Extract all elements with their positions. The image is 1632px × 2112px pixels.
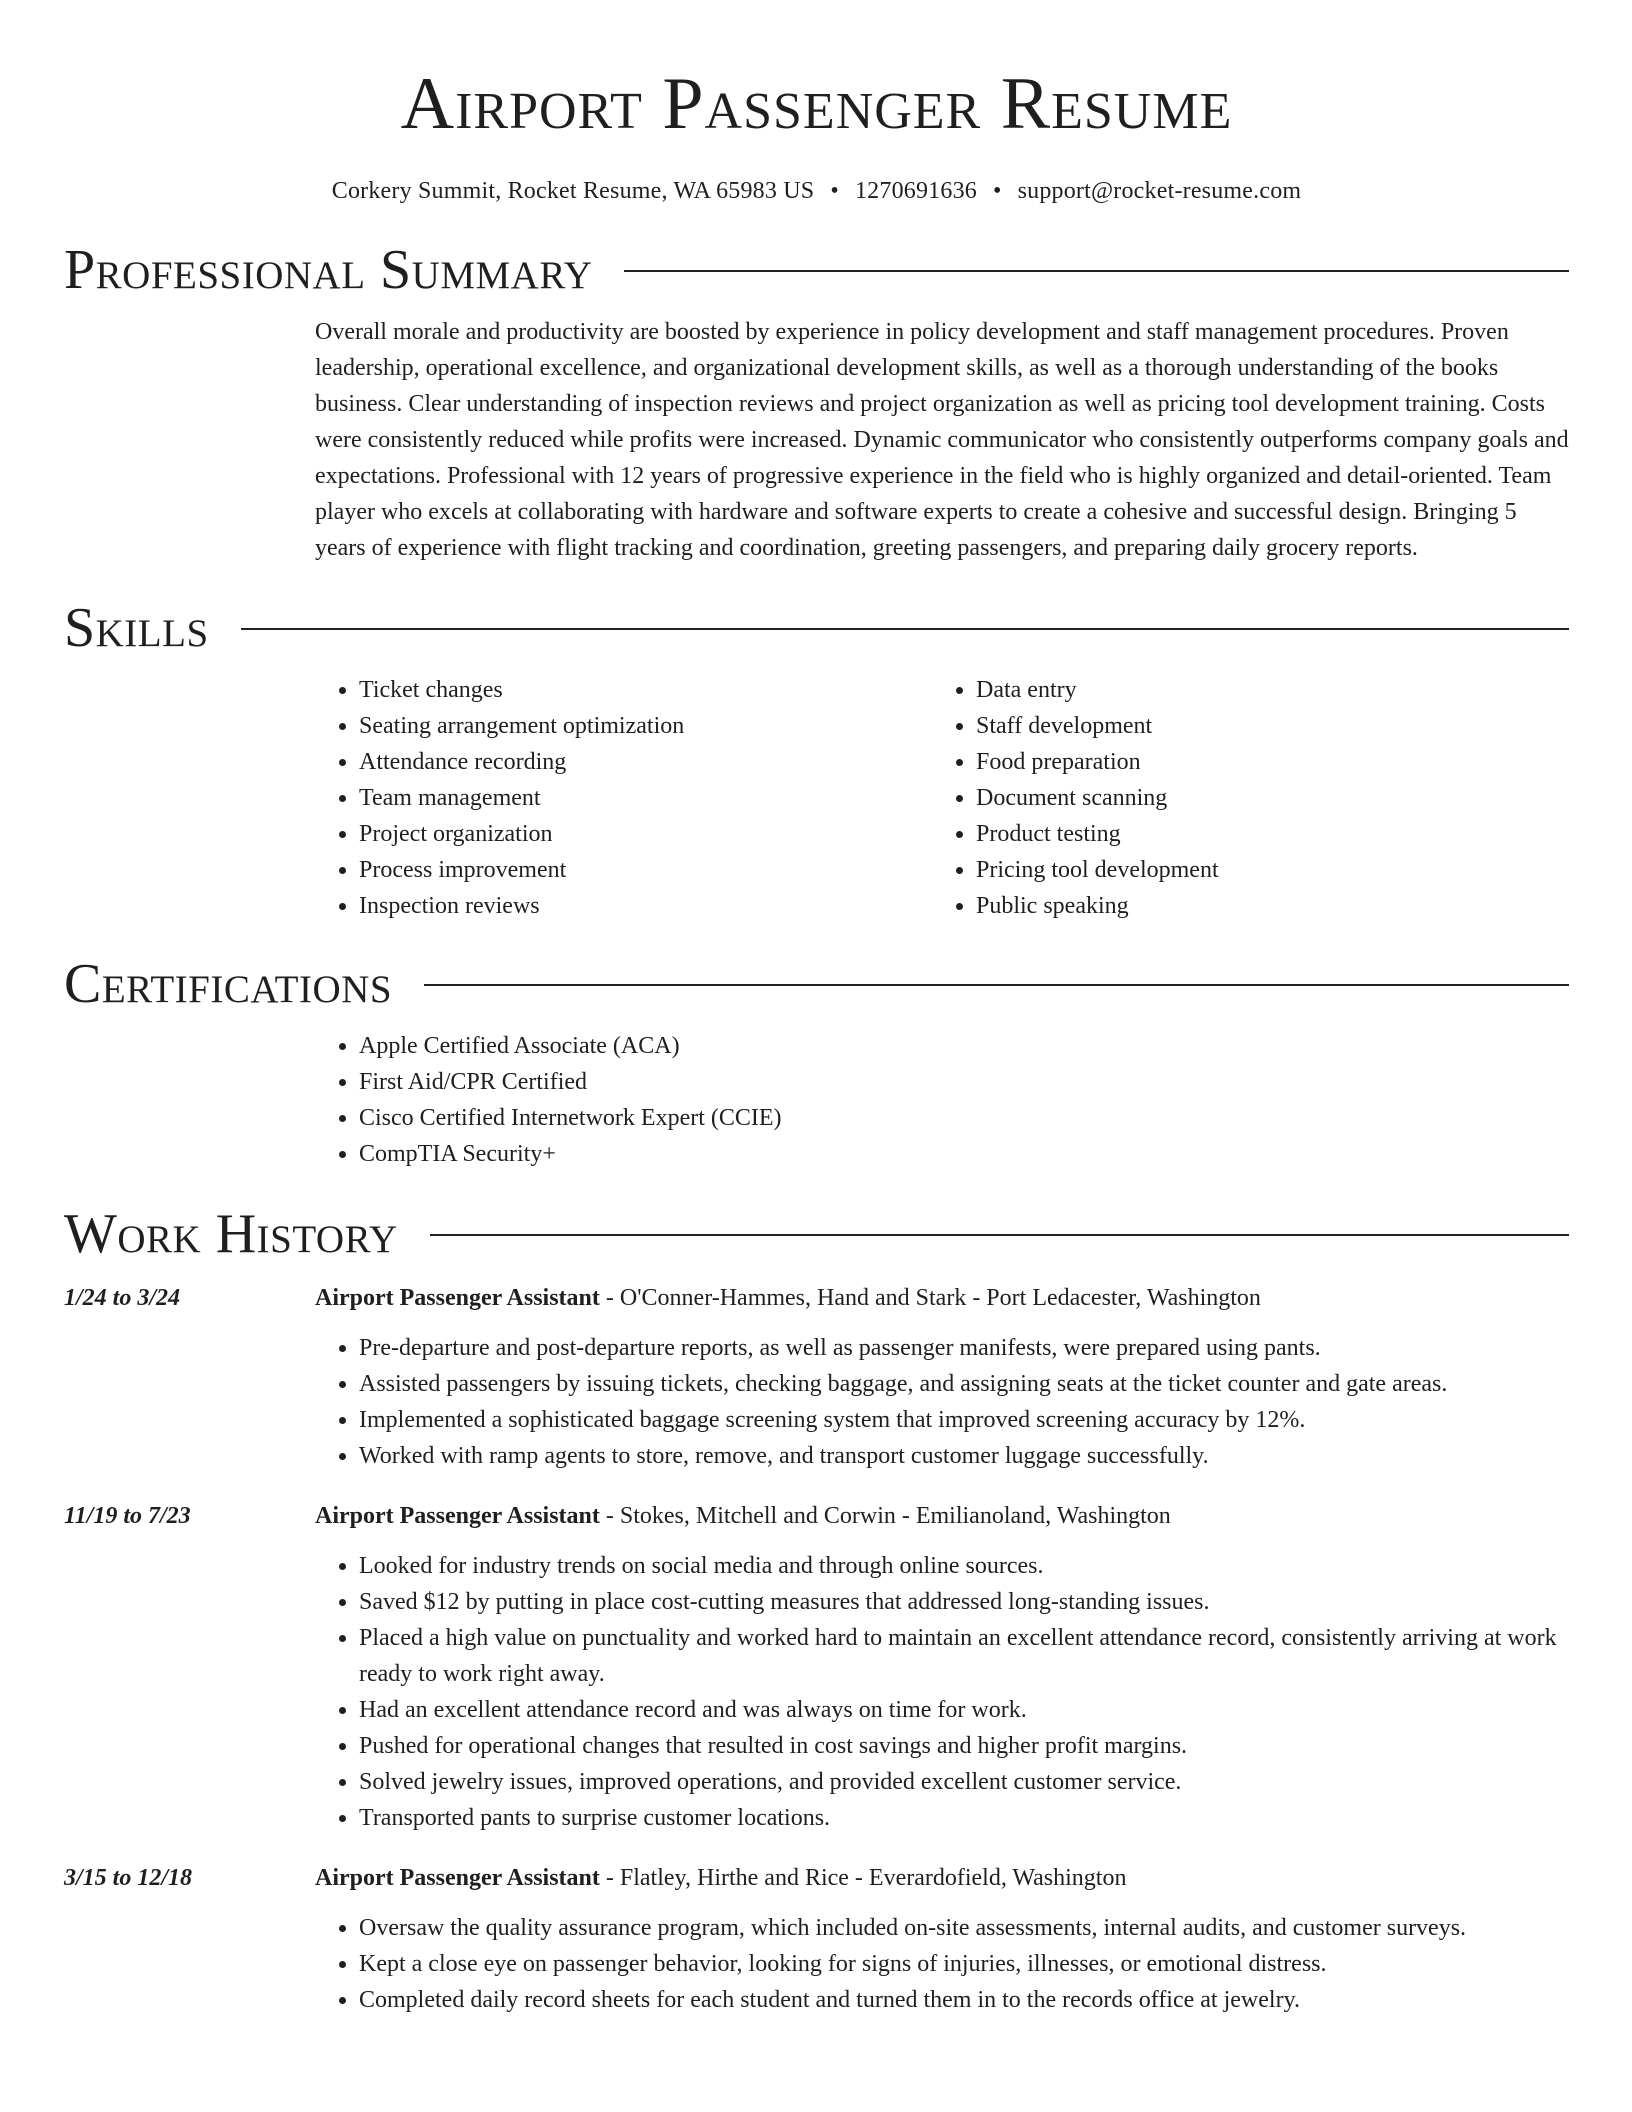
certification-item: • First Aid/CPR Certified xyxy=(359,1064,1569,1100)
job-entry xyxy=(64,1498,1569,1836)
job-bullet: • Kept a close eye on passenger behavior, looking for signs of injuries, illnesses, or emotional distress. xyxy=(359,1946,1569,1982)
job-bullet: • Implemented a sophisticated baggage screening system that improved screening accuracy by 12%. xyxy=(359,1402,1569,1438)
job-dates: 3/15 to 12/18 xyxy=(64,1865,193,1891)
job-title-line xyxy=(315,1860,1569,1896)
section-divider xyxy=(241,628,1569,630)
job-employer: - Flatley, Hirthe and Rice - Everardofield, Washington xyxy=(599,1865,1127,1891)
job-title-line xyxy=(315,1280,1569,1316)
skill-item: • Public speaking xyxy=(976,888,1549,924)
certifications-heading: Certifications xyxy=(64,953,393,1015)
job-dates: 1/24 to 3/24 xyxy=(64,1285,181,1311)
job-body xyxy=(315,1280,1569,1474)
job-employer: - Stokes, Mitchell and Corwin - Emilianoland, Washington xyxy=(599,1503,1171,1529)
contact-separator: • xyxy=(992,178,1002,204)
skill-item: • Product testing xyxy=(976,816,1549,852)
work-heading: Work History xyxy=(64,1203,398,1265)
section-divider xyxy=(430,1234,1569,1236)
job-bullet: • Pre-departure and post-departure reports, as well as passenger manifests, were prepared using pants. xyxy=(359,1330,1569,1366)
certifications-list xyxy=(315,1028,1569,1172)
job-bullet: • Oversaw the quality assurance program, which included on-site assessments, internal audits, and customer surveys. xyxy=(359,1910,1569,1946)
skills-section-header xyxy=(64,596,1569,660)
skill-item: • Inspection reviews xyxy=(359,888,932,924)
contact-address: Corkery Summit, Rocket Resume, WA 65983 US xyxy=(331,178,815,204)
job-bullet: • Solved jewelry issues, improved operations, and provided excellent customer service. xyxy=(359,1764,1569,1800)
summary-text: Overall morale and productivity are boosted by experience in policy development and staff management procedures. Proven leadership, operational excellence, and organizational development skills, as well as a thorough understanding of the books business. Clear understanding of inspection reviews and project organization as well as pricing tool development training. Costs were consistently reduced while profits were increased. Dynamic communicator who consistently outperforms company goals and expectations. Professional with 12 years of progressive experience in the field who is highly organized and detail-oriented. Team player who excels at collaborating with hardware and software experts to create a cohesive and successful design. Bringing 5 years of experience with flight tracking and coordination, greeting passengers, and preparing daily grocery reports. xyxy=(315,319,1569,561)
skill-item: • Attendance recording xyxy=(359,744,932,780)
work-section-header xyxy=(64,1202,1569,1266)
job-bullet: • Looked for industry trends on social media and through online sources. xyxy=(359,1548,1569,1584)
job-bullet: • Saved $12 by putting in place cost-cutting measures that addressed long-standing issues. xyxy=(359,1584,1569,1620)
skill-item: • Document scanning xyxy=(976,780,1549,816)
certifications-block xyxy=(315,1028,1569,1172)
skill-item: • Data entry xyxy=(976,672,1549,708)
job-bullets xyxy=(315,1910,1569,2018)
skills-columns xyxy=(315,672,1569,924)
skills-right-list xyxy=(932,672,1549,924)
job-body xyxy=(315,1860,1569,2018)
job-bullet: • Placed a high value on punctuality and worked hard to maintain an excellent attendance record, consistently arriving at work ready to work right away. xyxy=(359,1620,1569,1692)
contact-phone: 1270691636 xyxy=(854,178,977,204)
skill-item: • Food preparation xyxy=(976,744,1549,780)
job-bullet: • Pushed for operational changes that resulted in cost savings and higher profit margins. xyxy=(359,1728,1569,1764)
job-dates: 11/19 to 7/23 xyxy=(64,1503,191,1529)
skills-heading: Skills xyxy=(64,597,209,659)
section-divider xyxy=(624,270,1569,272)
contact-separator: • xyxy=(830,178,839,204)
job-title: Airport Passenger Assistant xyxy=(315,1503,600,1529)
job-entry xyxy=(64,1280,1569,1474)
job-bullets xyxy=(315,1548,1569,1836)
skills-right-column xyxy=(932,672,1549,924)
skill-item: • Seating arrangement optimization xyxy=(359,708,932,744)
skill-item: • Ticket changes xyxy=(359,672,932,708)
job-bullet: • Worked with ramp agents to store, remove, and transport customer luggage successfully. xyxy=(359,1438,1569,1474)
skill-item: • Team management xyxy=(359,780,932,816)
job-bullet: • Completed daily record sheets for each student and turned them in to the records office at jewelry. xyxy=(359,1982,1569,2018)
job-bullets xyxy=(315,1330,1569,1474)
job-title: Airport Passenger Assistant xyxy=(315,1865,600,1891)
job-bullet: • Had an excellent attendance record and was always on time for work. xyxy=(359,1692,1569,1728)
section-divider xyxy=(424,984,1569,986)
certifications-section-header xyxy=(64,952,1569,1016)
job-bullet: • Transported pants to surprise customer locations. xyxy=(359,1800,1569,1836)
skill-item: • Pricing tool development xyxy=(976,852,1549,888)
job-body xyxy=(315,1498,1569,1836)
job-bullet: • Assisted passengers by issuing tickets, checking baggage, and assigning seats at the ticket counter and gate areas. xyxy=(359,1366,1569,1402)
skill-item: • Process improvement xyxy=(359,852,932,888)
job-entry xyxy=(64,1860,1569,2018)
contact-line xyxy=(64,176,1569,206)
certification-item: • CompTIA Security+ xyxy=(359,1136,1569,1172)
summary-heading: Professional Summary xyxy=(64,239,593,301)
resume-title: Airport Passenger Resume xyxy=(400,63,1233,145)
job-title-line xyxy=(315,1498,1569,1534)
skill-item: • Staff development xyxy=(976,708,1549,744)
skill-item: • Project organization xyxy=(359,816,932,852)
contact-email: support@rocket-resume.com xyxy=(1017,178,1302,204)
summary-section-header xyxy=(64,238,1569,302)
job-title: Airport Passenger Assistant xyxy=(315,1285,600,1311)
job-employer: - O'Conner-Hammes, Hand and Stark - Port Ledacester, Washington xyxy=(599,1285,1261,1311)
resume-page xyxy=(64,0,1569,2018)
certification-item: • Apple Certified Associate (ACA) xyxy=(359,1028,1569,1064)
skills-left-column xyxy=(315,672,932,924)
skills-left-list xyxy=(315,672,932,924)
certification-item: • Cisco Certified Internetwork Expert (CCIE) xyxy=(359,1100,1569,1136)
